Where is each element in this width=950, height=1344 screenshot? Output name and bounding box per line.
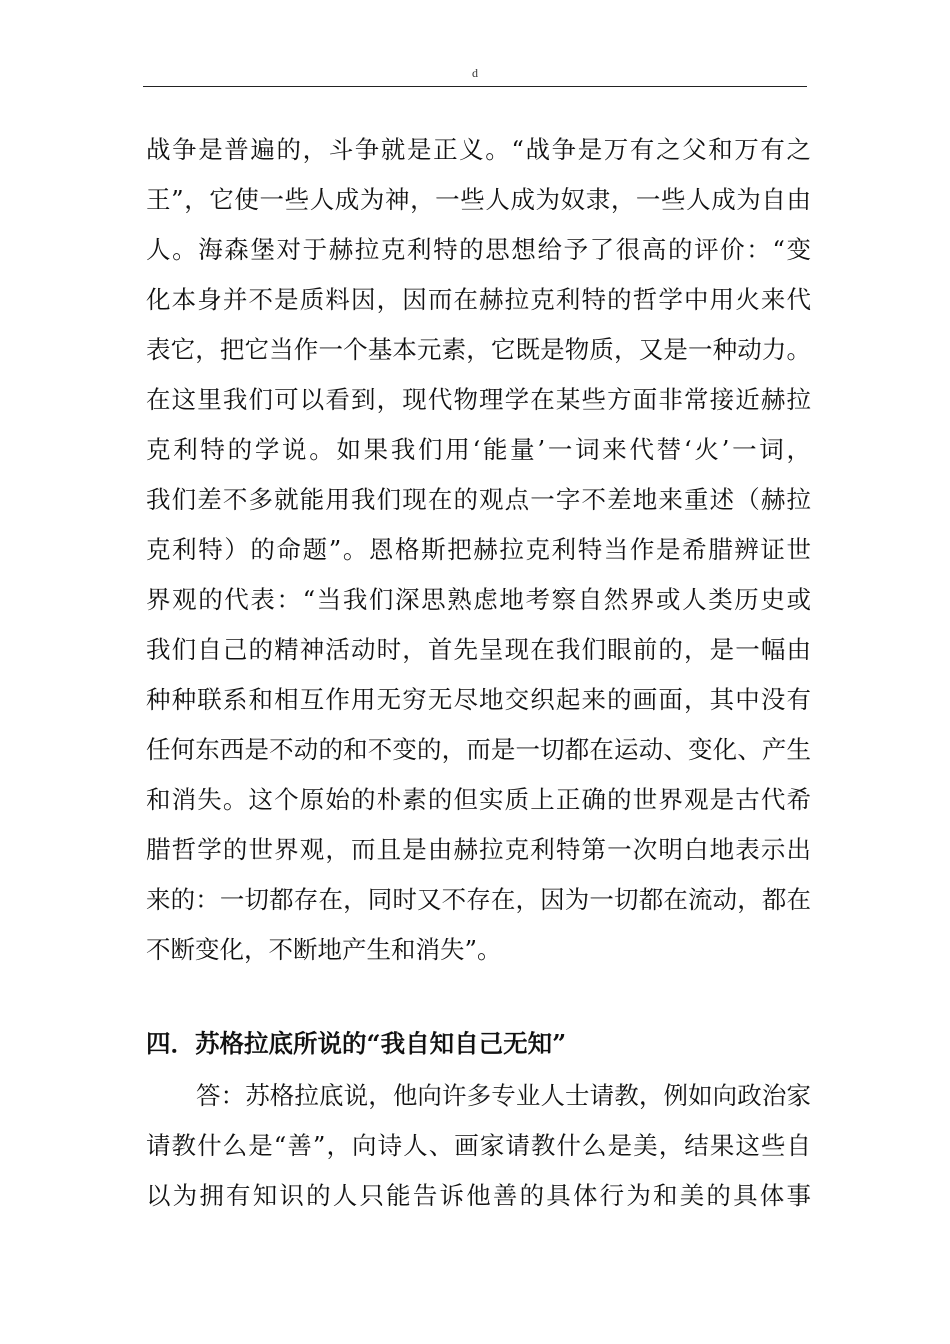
text-line: 表它，把它当作一个基本元素，它既是物质，又是一种动力。	[146, 335, 811, 364]
text-line: 克利特的学说。如果我们用‘能量’一词来代替‘火’一词，	[146, 435, 811, 464]
text-line: 任何东西是不动的和不变的，而是一切都在运动、变化、产生	[146, 735, 811, 764]
text-line: 种种联系和相互作用无穷无尽地交织起来的画面，其中没有	[146, 685, 811, 714]
text-line: 我们差不多就能用我们现在的观点一字不差地来重述（赫拉	[146, 485, 811, 514]
text-line: 王”，它使一些人成为神，一些人成为奴隶，一些人成为自由	[146, 185, 811, 214]
text-line: 不断变化，不断地产生和消失”。	[146, 935, 502, 964]
text-line: 来的：一切都存在，同时又不存在，因为一切都在流动，都在	[146, 885, 811, 914]
text-line: 腊哲学的世界观，而且是由赫拉克利特第一次明白地表示出	[146, 835, 811, 864]
text-line: 我们自己的精神活动时，首先呈现在我们眼前的，是一幅由	[146, 635, 811, 664]
text-line: 请教什么是“善”，向诗人、画家请教什么是美，结果这些自	[146, 1131, 811, 1160]
text-line: 以为拥有知识的人只能告诉他善的具体行为和美的具体事	[146, 1181, 811, 1210]
text-line: 化本身并不是质料因，因而在赫拉克利特的哲学中用火来代	[146, 285, 811, 314]
text-line: 战争是普遍的，斗争就是正义。“战争是万有之父和万有之	[146, 135, 811, 164]
section-heading: 四．苏格拉底所说的“我自知自己无知”	[146, 1029, 567, 1058]
text-line: 克利特）的命题”。恩格斯把赫拉克利特当作是希腊辨证世	[146, 535, 811, 564]
text-line: 和消失。这个原始的朴素的但实质上正确的世界观是古代希	[146, 785, 811, 814]
text-line: 界观的代表：“当我们深思熟虑地考察自然界或人类历史或	[146, 585, 811, 614]
header-mark: d	[472, 66, 478, 80]
text-line: 人。海森堡对于赫拉克利特的思想给予了很高的评价：“变	[146, 235, 811, 264]
text-line: 答：苏格拉底说，他向许多专业人士请教，例如向政治家	[196, 1081, 811, 1110]
page-header	[143, 66, 807, 87]
text-line: 在这里我们可以看到，现代物理学在某些方面非常接近赫拉	[146, 385, 811, 414]
